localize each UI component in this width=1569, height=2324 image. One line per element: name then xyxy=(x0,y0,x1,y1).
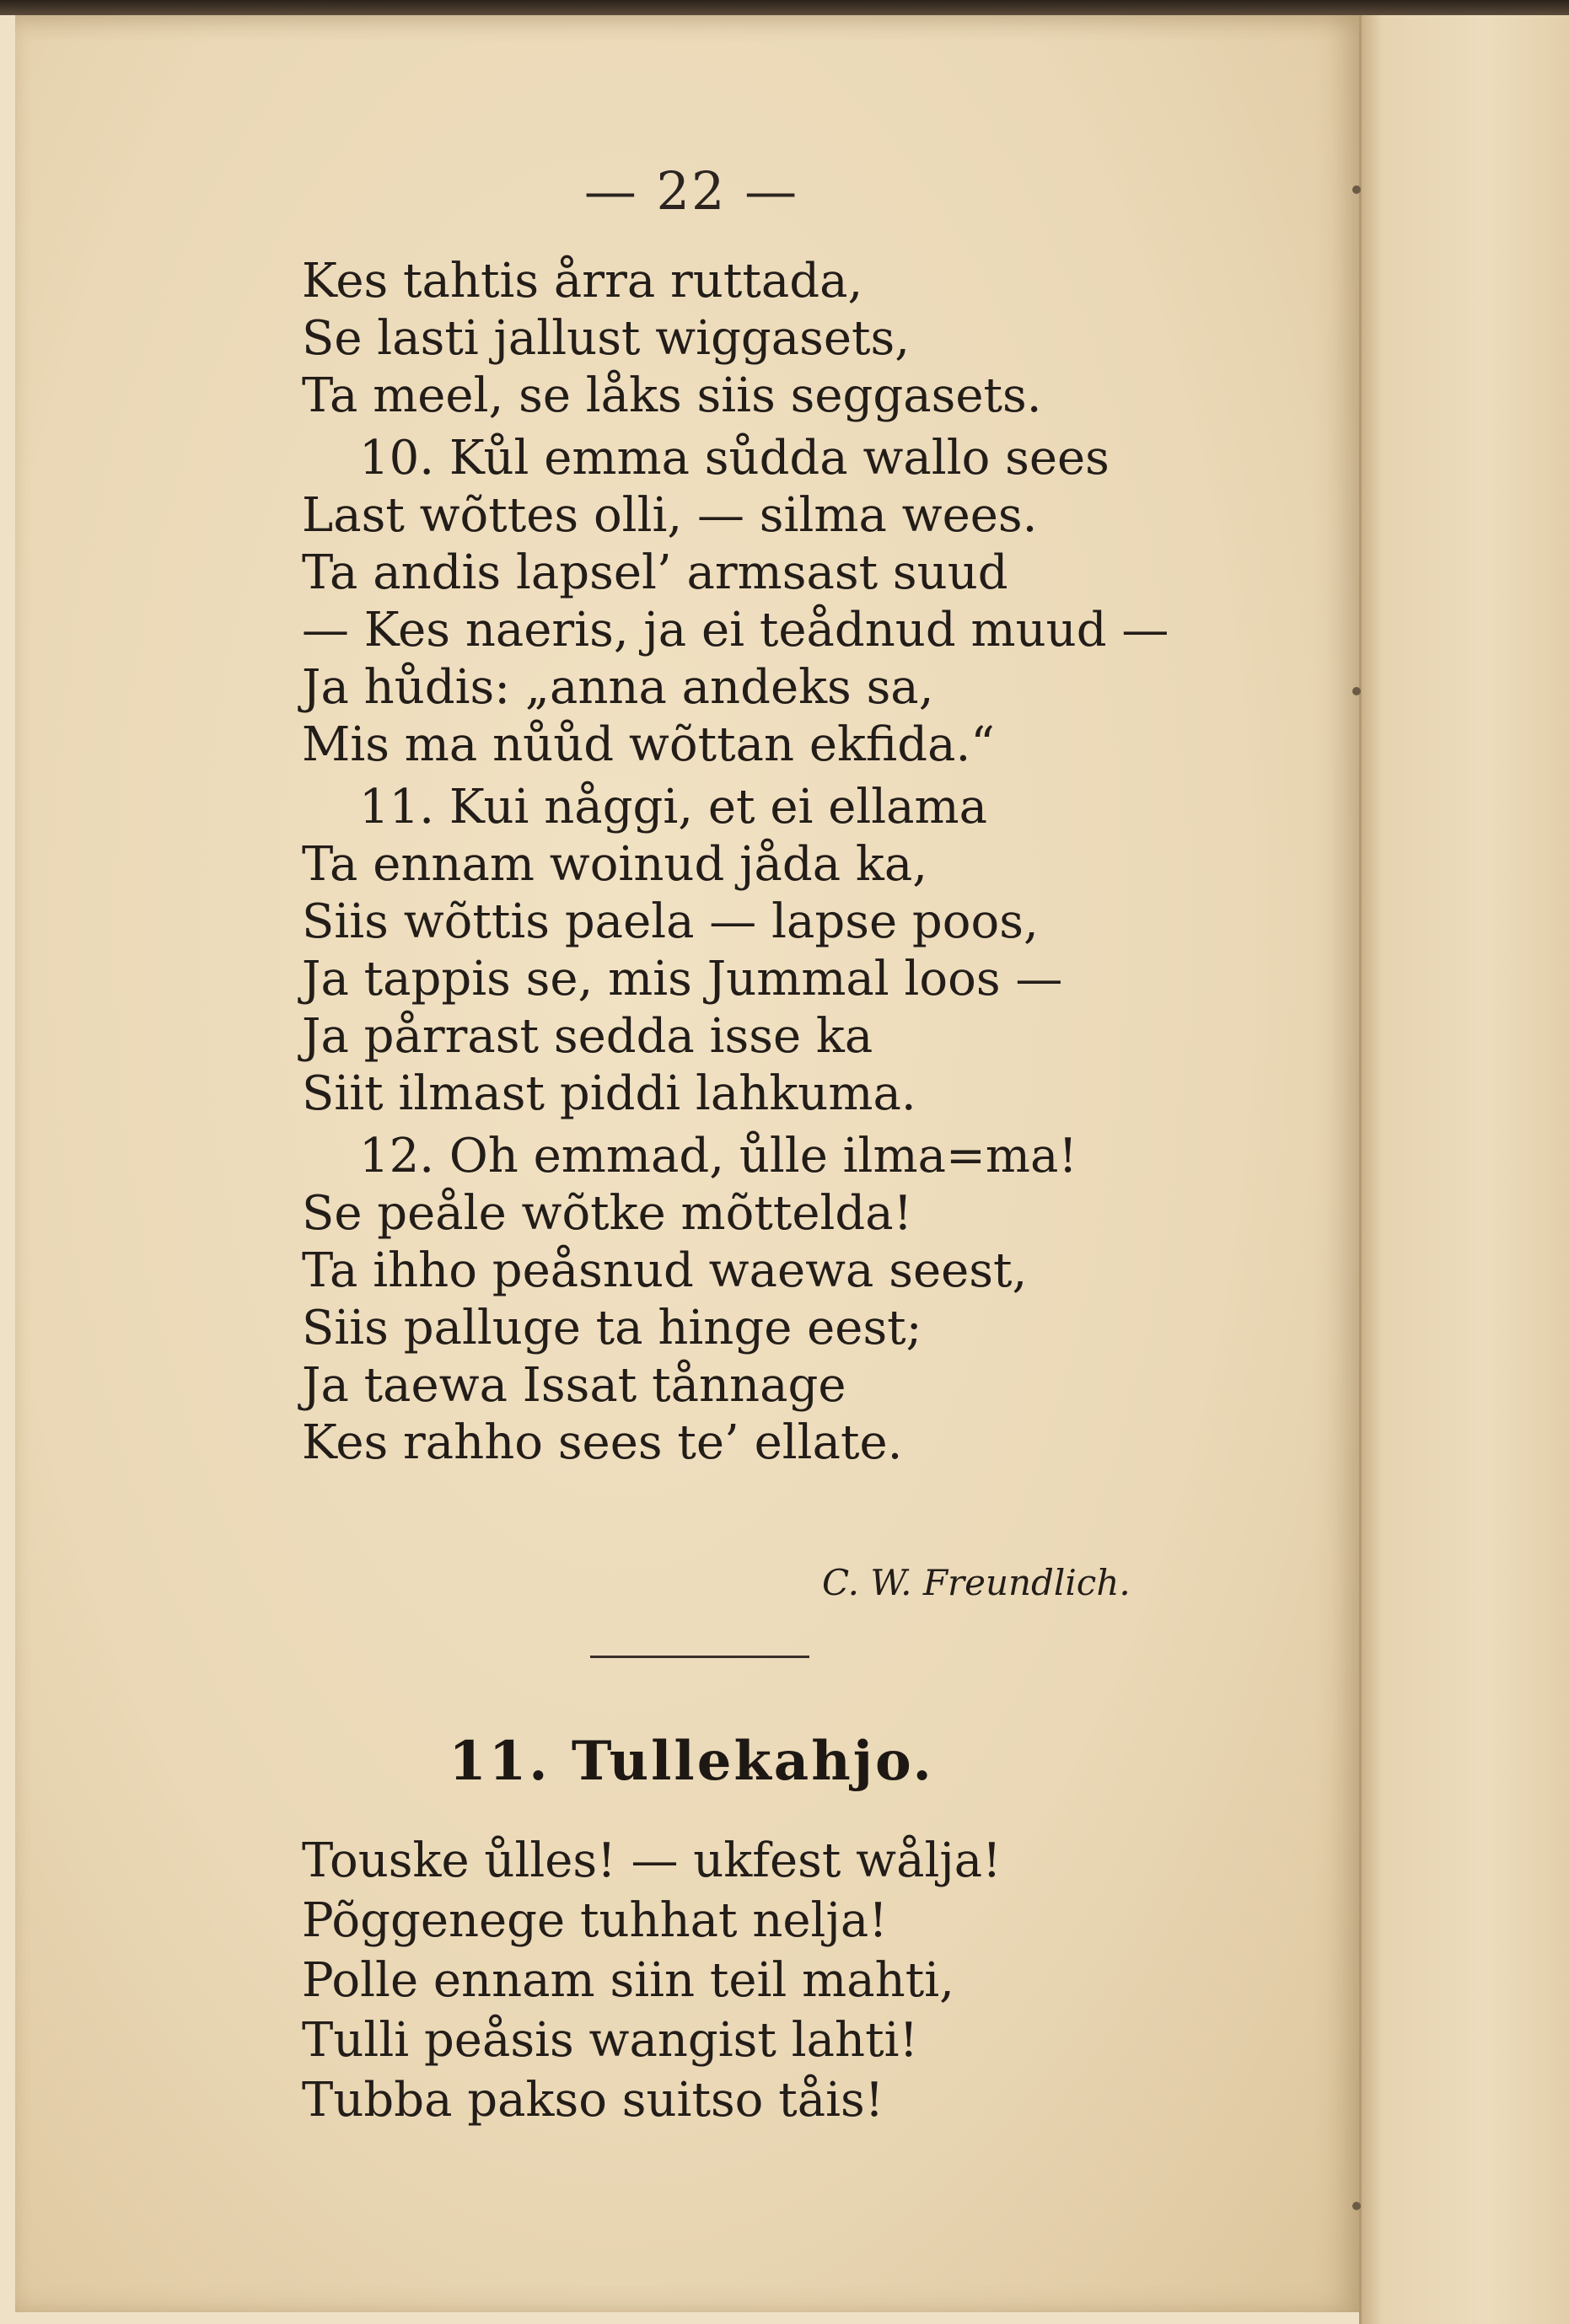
poem-line: Last wõttes olli, — silma wees. xyxy=(302,488,1038,543)
poem-line: — Kes naeris, ja ei teådnud muud — xyxy=(302,603,1169,657)
section-heading: 11. Tullekahjo. xyxy=(449,1730,934,1793)
poem-line: Põggenege tuhhat nelja! xyxy=(302,1893,888,1948)
poem-line: 10. Kůl emma sůdda wallo sees xyxy=(359,431,1110,486)
poem-line: Ta ennam woinud jåda ka, xyxy=(302,837,927,892)
poem-continuation xyxy=(302,253,1169,1472)
poem-line: Kes tahtis årra ruttada, xyxy=(302,254,863,309)
poem-line: Kes rahho sees te’ ellate. xyxy=(302,1415,903,1470)
author-signature: C. W. Freundlich. xyxy=(822,1562,1131,1603)
section-divider xyxy=(590,1656,809,1658)
binding-stitch xyxy=(1352,2202,1361,2210)
poem-line: Ta andis lapsel’ armsast suud xyxy=(302,545,1008,600)
poem-line: Ja tappis se, mis Jummal loos — xyxy=(302,952,1063,1006)
binding-stitch xyxy=(1352,687,1361,695)
poem-line: Ta ihho peåsnud waewa seest, xyxy=(302,1243,1028,1298)
poem-line: Tulli peåsis wangist lahti! xyxy=(302,2013,918,2068)
poem-line: Ta meel, se låks siis seggasets. xyxy=(302,368,1042,423)
poem-tullekahjo xyxy=(302,1831,1145,2130)
poem-line: Siis palluge ta hinge eest; xyxy=(302,1301,922,1355)
poem-line: 11. Kui någgi, et ei ellama xyxy=(359,780,988,835)
poem-line: 12. Oh emmad, ůlle ilma=ma! xyxy=(359,1129,1077,1183)
poem-line: Polle ennam siin teil mahti, xyxy=(302,1953,954,2008)
poem-line: Se lasti jallust wiggasets, xyxy=(302,311,911,366)
poem-line: Ja taewa Issat tånnage xyxy=(302,1358,846,1413)
poem-line: Siis wõttis paela — lapse poos, xyxy=(302,894,1039,949)
poem-line: Siit ilmast piddi lahkuma. xyxy=(302,1066,916,1121)
poem-line: Ja pårrast sedda isse ka xyxy=(302,1009,873,1064)
facing-page-edge xyxy=(1359,15,1569,2324)
page-number: — 22 — xyxy=(583,160,799,222)
poem-line: Ja hůdis: „anna andeks sa, xyxy=(302,660,934,715)
poem-line: Tubba pakso suitso tåis! xyxy=(302,2073,884,2128)
poem-line: Mis ma nůůd wõttan ekfida.“ xyxy=(302,717,995,772)
book-top-edge xyxy=(0,0,1569,15)
poem-line: Se peåle wõtke mõttelda! xyxy=(302,1186,913,1241)
poem-line: Touske ůlles! — ukfest wålja! xyxy=(302,1833,1002,1888)
